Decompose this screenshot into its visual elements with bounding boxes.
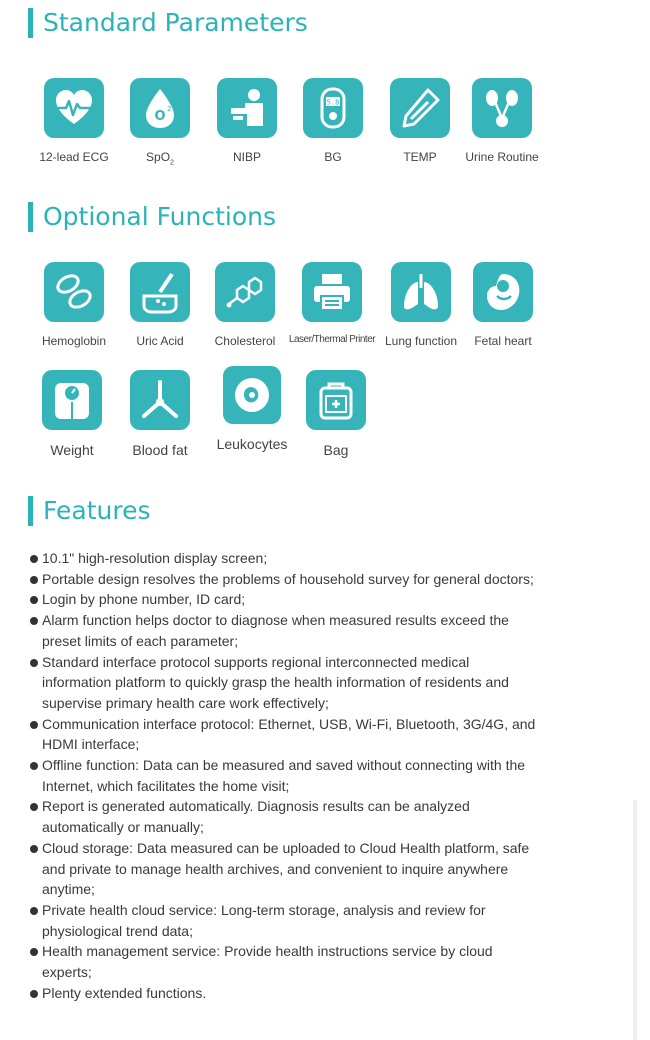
- optional-weight: [36, 370, 108, 458]
- optional-fetal-heart: [465, 262, 541, 348]
- param-temp: [384, 78, 456, 164]
- molecule-icon: [215, 262, 275, 322]
- optional-hemoglobin: [36, 262, 112, 348]
- optional-label: Weight: [50, 442, 94, 458]
- scale-icon: [42, 370, 102, 430]
- optional-leukocytes: [212, 366, 292, 452]
- param-label: TEMP: [403, 150, 437, 164]
- param-nibp: [211, 78, 283, 164]
- kidney-icon: [472, 78, 532, 138]
- param-spo2: [124, 78, 196, 166]
- feature-item: Standard interface protocol supports regional interconnected medical information platform to quickly grasp the health information of residents and supervise primary health care work effectively;: [28, 652, 542, 714]
- optional-uric-acid: [122, 262, 198, 348]
- thermometer-icon: [390, 78, 450, 138]
- ecg-heart-icon: [44, 78, 104, 138]
- glucose-meter-icon: [303, 78, 363, 138]
- scrollbar-track[interactable]: [633, 800, 637, 1040]
- feature-item: Alarm function helps doctor to diagnose when measured results exceed the preset limits of each parameter;: [28, 610, 542, 651]
- optional-functions-heading: Optional Functions: [28, 202, 276, 232]
- blood-pressure-icon: [217, 78, 277, 138]
- standard-parameters-heading: Standard Parameters: [28, 8, 308, 38]
- svg-text:5.8: 5.8: [326, 98, 340, 107]
- optional-label: Lung function: [384, 334, 458, 348]
- lungs-icon: [391, 262, 451, 322]
- features-heading: Features: [28, 496, 151, 526]
- param-label: 12-lead ECG: [39, 150, 109, 164]
- param-bg: [297, 78, 369, 164]
- optional-blood-fat: [123, 370, 197, 458]
- feature-item: Cloud storage: Data measured can be uploaded to Cloud Health platform, safe and private to manage health archives, and convenient to inquire anywhere anytime;: [28, 838, 542, 900]
- optional-label: Leukocytes: [216, 436, 288, 452]
- optional-cholesterol: [207, 262, 283, 348]
- feature-item: Health management service: Provide health instructions service by cloud experts;: [28, 941, 542, 982]
- optional-lung-function: [378, 262, 464, 348]
- dropper-beaker-icon: [130, 262, 190, 322]
- optional-label: Laser/Thermal Printer: [288, 334, 376, 345]
- optional-label: Hemoglobin: [41, 334, 107, 348]
- optional-label: Uric Acid: [136, 334, 184, 348]
- fetus-icon: [473, 262, 533, 322]
- feature-item: 10.1" high-resolution display screen;: [28, 548, 542, 569]
- feature-item: Plenty extended functions.: [28, 983, 542, 1004]
- optional-bag: [300, 370, 372, 458]
- svg-text:O: O: [154, 109, 166, 124]
- features-list: [28, 548, 542, 1003]
- optional-printer: [287, 262, 377, 345]
- leukocyte-icon: [223, 366, 281, 424]
- blood-fat-icon: [130, 370, 190, 430]
- oxygen-drop-icon: [130, 78, 190, 138]
- feature-item: Login by phone number, ID card;: [28, 589, 542, 610]
- param-urine: [460, 78, 544, 164]
- medical-bag-icon: [306, 370, 366, 430]
- optional-label: Cholesterol: [214, 334, 276, 348]
- feature-item: Communication interface protocol: Ethernet, USB, Wi-Fi, Bluetooth, 3G/4G, and HDMI interface;: [28, 714, 542, 755]
- param-label: BG: [324, 150, 342, 164]
- feature-item: Report is generated automatically. Diagnosis results can be analyzed automatically or manually;: [28, 796, 542, 837]
- optional-label: Fetal heart: [474, 334, 532, 348]
- optional-label: Blood fat: [132, 442, 188, 458]
- feature-item: Offline function: Data can be measured and saved without connecting with the Internet, which facilitates the home visit;: [28, 755, 542, 796]
- optional-label: Bag: [323, 442, 349, 458]
- feature-item: Portable design resolves the problems of household survey for general doctors;: [28, 569, 542, 590]
- svg-text:2: 2: [167, 105, 172, 113]
- param-ecg: [38, 78, 110, 164]
- param-label: Urine Routine: [465, 150, 539, 164]
- blood-cells-icon: [44, 262, 104, 322]
- feature-item: Private health cloud service: Long-term storage, analysis and review for physiological trend data;: [28, 900, 542, 941]
- param-label: SpO$_2$: [146, 150, 174, 167]
- printer-icon: [302, 262, 362, 322]
- param-label: NIBP: [232, 150, 261, 164]
